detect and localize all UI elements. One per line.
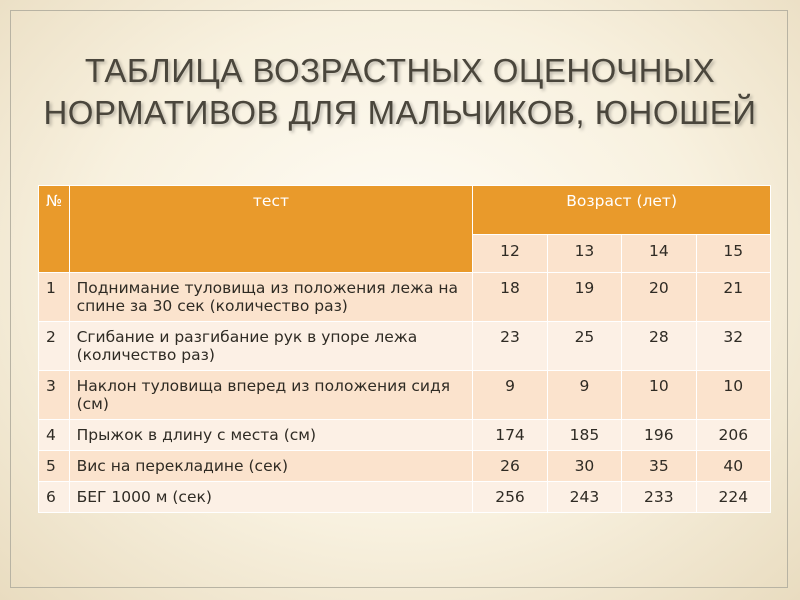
row-value: 9	[473, 371, 547, 420]
row-value: 32	[696, 322, 770, 371]
row-value: 28	[622, 322, 696, 371]
row-value: 233	[622, 482, 696, 513]
table-row	[39, 371, 771, 420]
table-row	[39, 322, 771, 371]
row-num: 5	[39, 451, 70, 482]
header-num: №	[39, 186, 70, 273]
row-test: Наклон туловища вперед из положения сидя (см)	[69, 371, 473, 420]
row-value: 35	[622, 451, 696, 482]
table-row	[39, 482, 771, 513]
row-value: 30	[547, 451, 621, 482]
row-test: Поднимание туловища из положения лежа на спине за 30 сек (количество раз)	[69, 273, 473, 322]
row-value: 19	[547, 273, 621, 322]
row-num: 1	[39, 273, 70, 322]
row-value: 23	[473, 322, 547, 371]
row-value: 185	[547, 420, 621, 451]
row-num: 4	[39, 420, 70, 451]
row-test: БЕГ 1000 м (сек)	[69, 482, 473, 513]
row-value: 174	[473, 420, 547, 451]
table-row	[39, 451, 771, 482]
row-value: 243	[547, 482, 621, 513]
row-test: Прыжок в длину с места (см)	[69, 420, 473, 451]
row-value: 25	[547, 322, 621, 371]
row-num: 2	[39, 322, 70, 371]
row-value: 196	[622, 420, 696, 451]
age-cell: 14	[622, 235, 696, 273]
age-cell: 13	[547, 235, 621, 273]
age-cell: 12	[473, 235, 547, 273]
row-value: 9	[547, 371, 621, 420]
table-header-row	[39, 186, 771, 235]
row-value: 256	[473, 482, 547, 513]
table-row	[39, 420, 771, 451]
row-value: 21	[696, 273, 770, 322]
slide-title-line1: ТАБЛИЦА ВОЗРАСТНЫХ ОЦЕНОЧНЫХ	[84, 52, 716, 89]
slide-title-line2: НОРМАТИВОВ ДЛЯ МАЛЬЧИКОВ, ЮНОШЕЙ	[43, 94, 757, 131]
header-age: Возраст (лет)	[473, 186, 771, 235]
header-test: тест	[69, 186, 473, 273]
table-row	[39, 273, 771, 322]
row-value: 206	[696, 420, 770, 451]
row-num: 6	[39, 482, 70, 513]
row-test: Вис на перекладине (сек)	[69, 451, 473, 482]
row-value: 10	[696, 371, 770, 420]
row-test: Сгибание и разгибание рук в упоре лежа (количество раз)	[69, 322, 473, 371]
row-value: 20	[622, 273, 696, 322]
row-num: 3	[39, 371, 70, 420]
row-value: 40	[696, 451, 770, 482]
norms-table	[38, 185, 771, 513]
row-value: 224	[696, 482, 770, 513]
row-value: 10	[622, 371, 696, 420]
age-cell: 15	[696, 235, 770, 273]
row-value: 26	[473, 451, 547, 482]
row-value: 18	[473, 273, 547, 322]
